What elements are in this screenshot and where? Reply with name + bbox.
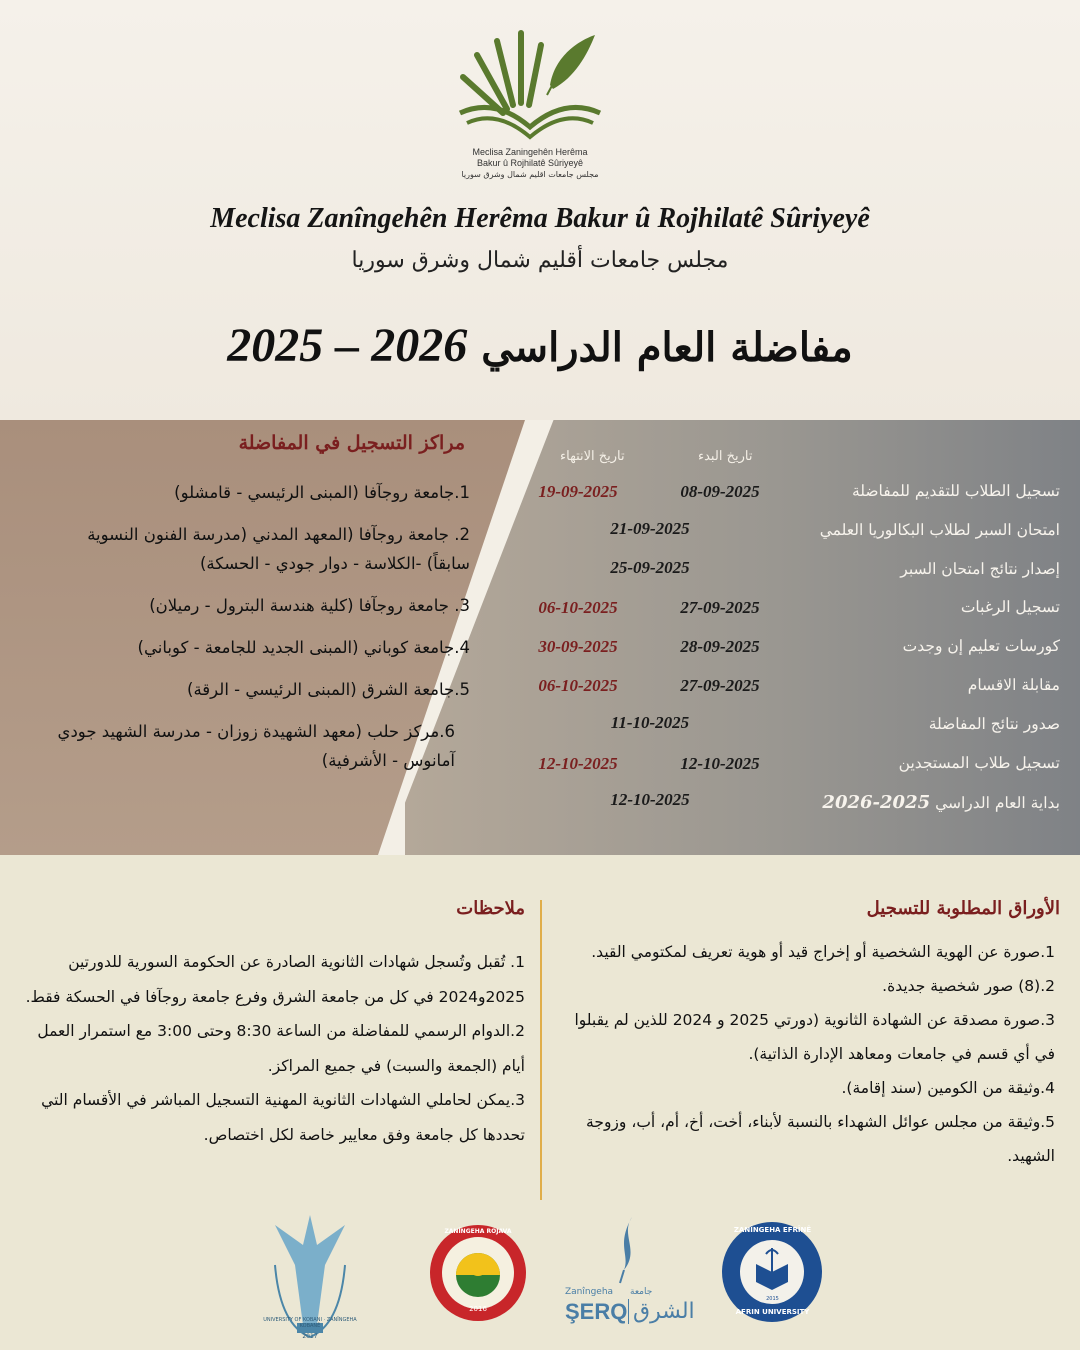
table-row: [510, 672, 1060, 711]
kobani-text: UNIVERSITY OF KOBANI · ZANÎNGEHA KOBANÊ: [263, 1317, 357, 1329]
list-item: 2.الدوام الرسمي للمفاضلة من الساعة 8:30 وحتى 3:00 مع استمرار العمل أيام (الجمعة والسبت) في جميع المراكز.: [37, 1022, 525, 1075]
list-item: 6.مركز حلب (معهد الشهيدة زوزان - مدرسة الشهيد جودي آمانوس - الأشرفية): [57, 722, 455, 770]
rojava-text: ZANÎNGEHA ROJAVA: [444, 1228, 512, 1235]
single-date: 21-09-2025: [610, 518, 690, 538]
start-date: 12-10-2025: [680, 753, 760, 773]
list-item: 3. جامعة روجآفا (كلية هندسة البترول - رميلان): [149, 596, 470, 615]
list-item: 4.جامعة كوباني (المبنى الجديد للجامعة - كوباني): [137, 638, 470, 657]
list-item: 1. تُقبل وتُسجل شهادات الثانوية الصادرة عن الحكومة السورية للدورتين 2025و2024 في كل من جامعة الشرق وفرع جامعة روجآفا في الحسكة فقط.: [25, 953, 525, 1006]
notes-list: [20, 945, 525, 1152]
serq-arabic-small: جامعة: [630, 1287, 653, 1297]
table-row: [510, 517, 1060, 556]
page-title-text: مفاضلة العام الدراسي: [481, 324, 853, 371]
serq-arabic: الشرق: [628, 1299, 695, 1324]
rojava-year: 2016: [469, 1305, 487, 1313]
schedule-label: كورسات تعليم إن وجدت: [902, 637, 1060, 656]
registration-centers-title: مراكز التسجيل في المفاضلة: [238, 432, 465, 454]
list-item: 3.يمكن لحاملي الشهادات الثانوية المهنية التسجيل المباشر في الأقسام التي تحددها كل جامعة وفق معايير خاصة لكل اختصاص.: [41, 1091, 525, 1144]
end-date: 30-09-2025: [538, 637, 618, 657]
logo-line1: Meclisa Zaningehên Herêma: [472, 147, 588, 157]
list-item: 2. جامعة روجآفا (المعهد المدني (مدرسة الفنون النسوية سابقاً) -الكلاسة - دوار جودي - الحسكة): [87, 525, 470, 573]
academic-years: 2025-2026: [822, 792, 931, 814]
afrin-university-logo: [720, 1220, 825, 1325]
notes-title: ملاحظات: [456, 898, 525, 919]
council-logo: [455, 25, 605, 195]
kobani-university-logo: [255, 1205, 365, 1345]
list-item: 1.صورة عن الهوية الشخصية أو إخراج قيد أو هوية تعريف لمكتومي القيد.: [591, 943, 1055, 961]
afrin-year: 2015: [766, 1296, 779, 1302]
end-date: 06-10-2025: [538, 598, 618, 618]
schedule-table: [510, 478, 1060, 827]
page-title: [0, 318, 1080, 373]
column-divider: [540, 900, 542, 1200]
schedule-label: تسجيل الطلاب للتقديم للمفاضلة: [851, 482, 1060, 500]
kobani-year: 2017: [302, 1333, 318, 1340]
list-item: 1.جامعة روجآفا (المبنى الرئيسي - قامشلو): [174, 483, 470, 502]
schedule-label: تسجيل الرغبات: [960, 598, 1060, 617]
single-date: 25-09-2025: [610, 557, 690, 577]
schedule-label: صدور نتائج المفاضلة: [928, 714, 1060, 733]
schedule-label: مقابلة الاقسام: [967, 675, 1060, 694]
council-title-arabic: مجلس جامعات أقليم شمال وشرق سوريا: [351, 248, 729, 273]
schedule-label: امتحان السبر لطلاب البكالوريا العلمي: [819, 520, 1060, 539]
table-row: [510, 594, 1060, 633]
required-documents-list: [560, 935, 1055, 1173]
start-date-header: تاريخ البدء: [698, 449, 753, 464]
serq-latin: Zanîngeha: [565, 1287, 614, 1297]
logo-line3: مجلس جامعات اقليم شمال وشرق سوريا: [461, 170, 599, 179]
afrin-top: ZANÎNGEHA EFRÎNÊ: [733, 1226, 812, 1234]
table-row: [510, 556, 1060, 595]
table-row: [510, 750, 1060, 789]
schedule-label: تسجيل طلاب المستجدين: [898, 753, 1060, 772]
single-date: 12-10-2025: [610, 790, 690, 810]
table-row: [510, 478, 1060, 517]
list-item: 3.صورة مصدقة عن الشهادة الثانوية (دورتي 2025 و 2024 للذين لم يقبلوا في أي قسم في جامعات ومعاهد الإدارة الذاتية).: [574, 1011, 1055, 1063]
list-item: 2.(8) صور شخصية جديدة.: [882, 977, 1055, 995]
table-row: [510, 711, 1060, 750]
rojava-university-logo: [428, 1223, 528, 1323]
start-date: 27-09-2025: [680, 598, 760, 618]
quill-icon: [610, 1215, 650, 1285]
serq-big: ŞERQ: [565, 1299, 628, 1324]
required-documents-title: الأوراق المطلوبة للتسجيل: [866, 898, 1060, 919]
start-date: 08-09-2025: [680, 482, 760, 501]
end-date: 12-10-2025: [538, 753, 618, 773]
list-item: 5.جامعة الشرق (المبنى الرئيسي - الرقة): [187, 680, 470, 699]
list-item: 5.وثيقة من مجلس عوائل الشهداء بالنسبة لأبناء، أخت، أخ، أم، أب، وزوجة الشهيد.: [586, 1113, 1055, 1165]
serq-university-logo: [560, 1215, 695, 1340]
schedule-label: إصدار نتائج امتحان السبر: [900, 559, 1060, 578]
council-title-latin: Meclisa Zanîngehên Herêma Bakur û Rojhilatê Sûriyeyê: [210, 203, 870, 234]
start-date: 28-09-2025: [680, 637, 760, 657]
list-item: 4.وثيقة من الكومين (سند إقامة).: [841, 1079, 1055, 1097]
single-date: 11-10-2025: [610, 712, 690, 732]
page-title-years: 2025 – 2026: [227, 319, 468, 372]
schedule-label: [822, 792, 1060, 813]
schedule-label-prefix: بداية العام الدراسي: [935, 794, 1060, 813]
end-date: 06-10-2025: [538, 675, 618, 695]
registration-centers-list: [40, 478, 470, 788]
start-date: 27-09-2025: [680, 675, 760, 695]
book-sunrise-quill-icon: [455, 25, 605, 143]
afrin-bottom: AFRIN UNIVERSITY: [735, 1308, 810, 1316]
end-date: 19-09-2025: [538, 482, 618, 501]
end-date-header: تاريخ الانتهاء: [560, 449, 625, 464]
university-logos: [250, 1205, 850, 1345]
table-row: [510, 633, 1060, 672]
table-row: [510, 788, 1060, 827]
logo-line2: Bakur û Rojhilatê Sûriyeyê: [476, 158, 584, 168]
